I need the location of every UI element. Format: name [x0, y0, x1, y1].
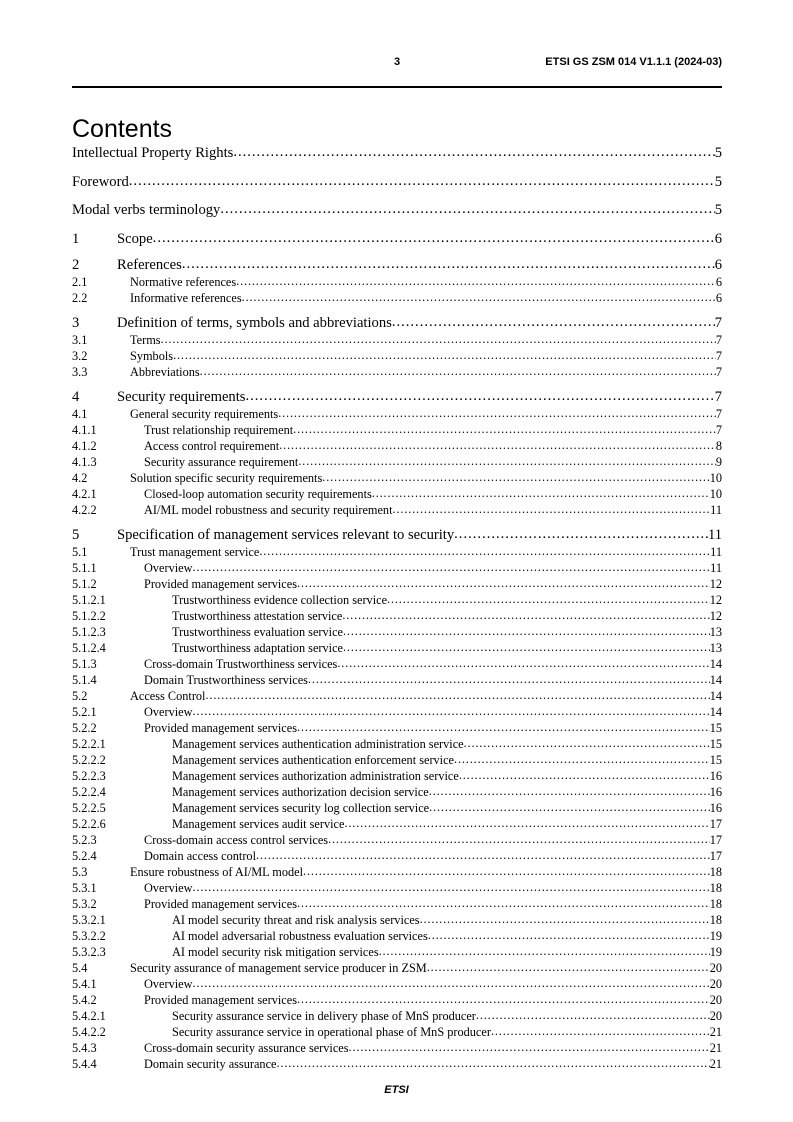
toc-entry-page: 17 [709, 816, 722, 831]
toc-entry-page: 10 [709, 486, 722, 501]
toc-entry-title: Management services authorization decision service [172, 784, 429, 799]
toc-entry[interactable] [72, 785, 722, 800]
toc-entry-page: 7 [715, 406, 722, 421]
toc-entry[interactable] [72, 1057, 722, 1072]
toc-entry-number: 5.1.2.2 [72, 608, 106, 623]
toc-leader-dots [328, 832, 710, 847]
toc-entry-page: 7 [715, 364, 722, 379]
toc-entry-page: 14 [709, 704, 722, 719]
toc-entry-title: Management services authentication enforcement service [172, 752, 455, 767]
toc-entry-title: Overview [144, 880, 193, 895]
toc-leader-dots [236, 274, 716, 289]
toc-leader-dots [491, 1024, 710, 1039]
toc-entry-number: 5.2.2.2 [72, 752, 106, 767]
toc-entry[interactable] [72, 291, 722, 306]
toc-entry-number: 5.3.2.3 [72, 944, 106, 959]
toc-entry-page: 18 [709, 864, 722, 879]
toc-leader-dots [454, 526, 708, 543]
toc-leader-dots [298, 454, 716, 469]
toc-entry[interactable] [72, 365, 722, 380]
toc-entry-page: 7 [715, 348, 722, 363]
toc-entry-page: 15 [709, 720, 722, 735]
header-page-number: 3 [394, 56, 401, 68]
header-divider [72, 86, 722, 88]
toc-entry[interactable] [72, 929, 722, 944]
toc-entry-page: 8 [715, 438, 722, 453]
toc-entry[interactable] [72, 174, 722, 191]
toc-leader-dots [220, 201, 714, 218]
toc-leader-dots [245, 388, 714, 405]
toc-entry-title: Symbols [130, 348, 174, 363]
toc-entry-page: 7 [715, 422, 722, 437]
toc-leader-dots [344, 816, 709, 831]
toc-entry-title: Trustworthiness attestation service [172, 608, 343, 623]
toc-entry-page: 6 [715, 274, 722, 289]
toc-entry-number: 5.3.1 [72, 880, 97, 895]
toc-entry-page: 5 [714, 202, 722, 218]
toc-entry-number: 5.2.1 [72, 704, 97, 719]
toc-entry-page: 6 [714, 256, 722, 273]
toc-leader-dots [420, 912, 710, 927]
toc-entry-number: 5.1.3 [72, 656, 97, 671]
toc-entry-number: 5.1 [72, 544, 88, 559]
toc-entry-title: References [117, 256, 182, 273]
toc-entry-title: Domain Trustworthiness services [144, 672, 308, 687]
toc-entry-page: 7 [714, 388, 722, 405]
toc-entry[interactable] [72, 275, 722, 290]
toc-entry-page: 13 [709, 624, 722, 639]
toc-entry[interactable] [72, 333, 722, 348]
toc-entry-page: 12 [709, 576, 722, 591]
table-of-contents [72, 145, 722, 1073]
toc-entry[interactable] [72, 913, 722, 928]
toc-leader-dots [277, 1056, 710, 1071]
toc-entry-number: 4.2.1 [72, 486, 97, 501]
toc-entry-page: 19 [709, 944, 722, 959]
toc-entry[interactable] [72, 389, 722, 406]
toc-entry-page: 5 [714, 173, 722, 190]
toc-entry[interactable] [72, 503, 722, 518]
toc-entry-page: 20 [709, 960, 722, 975]
toc-entry-title: Provided management services [144, 720, 297, 735]
toc-entry[interactable] [72, 865, 722, 880]
toc-entry-title: Cross-domain security assurance services [144, 1040, 349, 1055]
toc-entry[interactable] [72, 487, 722, 502]
toc-entry-number: 3 [72, 314, 80, 331]
toc-entry-title: AI/ML model robustness and security requirement [144, 502, 393, 517]
toc-entry-number: 4.1.3 [72, 454, 97, 469]
toc-leader-dots [337, 656, 709, 671]
toc-entry-page: 14 [709, 688, 722, 703]
toc-entry-page: 16 [709, 800, 722, 815]
toc-leader-dots [297, 720, 710, 735]
toc-entry[interactable] [72, 753, 722, 768]
toc-leader-dots [256, 848, 710, 863]
toc-leader-dots [379, 944, 710, 959]
toc-entry-title: General security requirements [130, 406, 279, 421]
toc-entry-number: 3.1 [72, 332, 88, 347]
toc-entry-page: 15 [709, 752, 722, 767]
toc-entry[interactable] [72, 1041, 722, 1056]
toc-entry[interactable] [72, 439, 722, 454]
toc-leader-dots [193, 976, 710, 991]
toc-entry[interactable] [72, 545, 722, 560]
toc-leader-dots [233, 144, 714, 161]
toc-entry-page: 13 [709, 640, 722, 655]
toc-leader-dots [428, 928, 710, 943]
toc-entry-title: Provided management services [144, 992, 297, 1007]
toc-entry[interactable] [72, 641, 722, 656]
toc-entry-page: 11 [710, 544, 722, 559]
toc-entry-number: 2 [72, 256, 80, 273]
toc-entry-number: 5.4.3 [72, 1040, 97, 1055]
toc-entry-title: Ensure robustness of AI/ML model [130, 864, 304, 879]
toc-entry-page: 16 [709, 768, 722, 783]
toc-entry-page: 20 [709, 976, 722, 991]
toc-entry[interactable] [72, 1025, 722, 1040]
toc-leader-dots [459, 768, 710, 783]
toc-entry-title: Overview [144, 704, 193, 719]
toc-entry-title: Management services audit service [172, 816, 345, 831]
toc-entry-page: 16 [709, 784, 722, 799]
toc-entry-number: 5.2.2.3 [72, 768, 106, 783]
toc-entry-number: 5.2.2 [72, 720, 97, 735]
toc-entry-page: 17 [709, 832, 722, 847]
toc-entry-page: 9 [715, 454, 722, 469]
toc-leader-dots [297, 576, 710, 591]
toc-entry-page: 5 [714, 145, 722, 161]
toc-entry-number: 3.2 [72, 348, 88, 363]
toc-entry[interactable] [72, 202, 722, 219]
toc-entry-number: 5.1.1 [72, 560, 97, 575]
toc-entry-number: 5.1.2 [72, 576, 97, 591]
toc-leader-dots [161, 332, 716, 347]
toc-entry-title: Management services authorization administration service [172, 768, 459, 783]
toc-entry-title: Modal verbs terminology [72, 202, 221, 218]
toc-entry-title: Trustworthiness evidence collection service [172, 592, 388, 607]
toc-entry[interactable] [72, 593, 722, 608]
toc-entry[interactable] [72, 657, 722, 672]
toc-leader-dots [476, 1008, 710, 1023]
toc-entry[interactable] [72, 897, 722, 912]
toc-entry-number: 4.2.2 [72, 502, 97, 517]
toc-entry-number: 5.4.2.2 [72, 1024, 106, 1039]
toc-leader-dots [349, 1040, 710, 1055]
toc-leader-dots [193, 880, 710, 895]
toc-entry[interactable] [72, 625, 722, 640]
toc-entry[interactable] [72, 849, 722, 864]
toc-entry-title: Trustworthiness adaptation service [172, 640, 343, 655]
toc-entry-title: Overview [144, 560, 193, 575]
toc-leader-dots [129, 173, 715, 190]
toc-leader-dots [454, 752, 710, 767]
toc-entry[interactable] [72, 407, 722, 422]
toc-entry[interactable] [72, 455, 722, 470]
toc-entry-title: Trustworthiness evaluation service [172, 624, 343, 639]
toc-entry-title: Provided management services [144, 576, 297, 591]
toc-entry-number: 5.1.2.3 [72, 624, 106, 639]
toc-leader-dots [429, 800, 710, 815]
toc-entry-title: Security assurance service in delivery phase of MnS producer [172, 1008, 476, 1023]
toc-entry-page: 12 [709, 608, 722, 623]
toc-entry-number: 5.1.2.1 [72, 592, 106, 607]
toc-entry-title: Security assurance of management service producer in ZSM [130, 960, 427, 975]
toc-entry[interactable] [72, 315, 722, 332]
toc-entry-title: Security requirements [117, 388, 246, 405]
toc-entry-number: 5.2.2.4 [72, 784, 106, 799]
toc-entry-title: Solution specific security requirements [130, 470, 323, 485]
toc-entry-title: Provided management services [144, 896, 297, 911]
toc-entry[interactable] [72, 737, 722, 752]
toc-entry-page: 21 [709, 1056, 722, 1071]
toc-entry-title: Trust management service [130, 544, 260, 559]
toc-entry[interactable] [72, 993, 722, 1008]
toc-leader-dots [205, 688, 709, 703]
toc-entry-page: 20 [709, 992, 722, 1007]
toc-entry-page: 11 [710, 560, 722, 575]
toc-entry-title: Management services authentication administration service [172, 736, 464, 751]
toc-entry-page: 17 [709, 848, 722, 863]
toc-entry-title: Cross-domain Trustworthiness services [144, 656, 338, 671]
toc-entry[interactable] [72, 705, 722, 720]
toc-entry-title: Specification of management services relevant to security [117, 526, 455, 543]
toc-leader-dots [392, 314, 715, 331]
toc-entry-number: 5.3 [72, 864, 88, 879]
toc-entry-number: 5.3.2.2 [72, 928, 106, 943]
toc-entry[interactable] [72, 689, 722, 704]
toc-leader-dots [259, 544, 710, 559]
toc-entry-number: 4.1.2 [72, 438, 97, 453]
toc-entry-number: 5 [72, 526, 80, 543]
toc-entry-page: 6 [715, 290, 722, 305]
toc-entry-number: 5.2.2.6 [72, 816, 106, 831]
toc-entry-number: 4.2 [72, 470, 88, 485]
toc-entry-title: Domain security assurance [144, 1056, 277, 1071]
toc-entry-number: 4 [72, 388, 80, 405]
toc-entry[interactable] [72, 721, 722, 736]
toc-leader-dots [464, 736, 710, 751]
toc-entry-title: Closed-loop automation security requirements [144, 486, 372, 501]
toc-entry-title: Security assurance service in operational phase of MnS producer [172, 1024, 491, 1039]
toc-leader-dots [372, 486, 710, 501]
toc-entry[interactable] [72, 801, 722, 816]
toc-leader-dots [193, 560, 711, 575]
toc-entry[interactable] [72, 561, 722, 576]
toc-leader-dots [303, 864, 710, 879]
toc-entry[interactable] [72, 1009, 722, 1024]
toc-entry-page: 12 [709, 592, 722, 607]
toc-leader-dots [193, 704, 710, 719]
toc-entry-page: 18 [709, 896, 722, 911]
toc-entry-number: 5.3.2 [72, 896, 97, 911]
toc-leader-dots [308, 672, 710, 687]
toc-leader-dots [297, 896, 710, 911]
toc-entry-title: Security assurance requirement [144, 454, 299, 469]
toc-entry-title: Informative references [130, 290, 242, 305]
toc-entry-page: 14 [709, 672, 722, 687]
toc-entry-title: AI model adversarial robustness evaluation services [172, 928, 428, 943]
toc-leader-dots [342, 608, 709, 623]
toc-entry-title: Domain access control [144, 848, 256, 863]
toc-leader-dots [393, 502, 711, 517]
header-document-id: ETSI GS ZSM 014 V1.1.1 (2024-03) [545, 56, 722, 68]
toc-entry[interactable] [72, 881, 722, 896]
toc-entry-number: 5.2.2.5 [72, 800, 106, 815]
toc-leader-dots [429, 784, 710, 799]
toc-entry-title: Access control requirement [144, 438, 280, 453]
toc-entry[interactable] [72, 977, 722, 992]
toc-entry-number: 3.3 [72, 364, 88, 379]
toc-leader-dots [322, 470, 709, 485]
toc-entry-page: 18 [709, 880, 722, 895]
toc-entry-page: 6 [714, 230, 722, 247]
toc-entry-page: 19 [709, 928, 722, 943]
toc-entry-page: 15 [709, 736, 722, 751]
toc-entry-number: 5.2 [72, 688, 88, 703]
toc-entry-page: 18 [709, 912, 722, 927]
toc-entry-title: AI model security threat and risk analysis services [172, 912, 420, 927]
page-title: Contents [72, 114, 173, 143]
toc-leader-dots [279, 438, 716, 453]
toc-entry-title: Intellectual Property Rights [72, 145, 234, 161]
toc-entry-number: 5.4 [72, 960, 88, 975]
toc-entry-title: Terms [130, 332, 161, 347]
toc-entry-title: Abbreviations [130, 364, 200, 379]
toc-entry-number: 5.1.4 [72, 672, 97, 687]
toc-leader-dots [278, 406, 716, 421]
toc-entry-page: 11 [707, 526, 722, 543]
toc-entry[interactable] [72, 577, 722, 592]
toc-entry[interactable] [72, 527, 722, 544]
toc-leader-dots [153, 230, 715, 247]
toc-entry-number: 5.4.4 [72, 1056, 97, 1071]
toc-entry-number: 5.4.1 [72, 976, 97, 991]
toc-entry-page: 20 [709, 1008, 722, 1023]
toc-entry-title: Cross-domain access control services [144, 832, 329, 847]
toc-leader-dots [297, 992, 710, 1007]
toc-entry-number: 5.2.3 [72, 832, 97, 847]
toc-entry-number: 2.2 [72, 290, 88, 305]
toc-entry-number: 2.1 [72, 274, 88, 289]
toc-entry-title: Overview [144, 976, 193, 991]
toc-leader-dots [182, 256, 715, 273]
toc-leader-dots [200, 364, 716, 379]
toc-entry-title: Definition of terms, symbols and abbreviations [117, 314, 392, 331]
toc-entry[interactable] [72, 673, 722, 688]
toc-entry-number: 5.3.2.1 [72, 912, 106, 927]
toc-entry-number: 5.2.4 [72, 848, 97, 863]
toc-leader-dots [343, 640, 710, 655]
toc-entry-page: 7 [714, 314, 722, 331]
toc-entry[interactable] [72, 349, 722, 364]
toc-entry-number: 4.1.1 [72, 422, 97, 437]
toc-entry[interactable] [72, 833, 722, 848]
toc-entry-number: 4.1 [72, 406, 88, 421]
toc-leader-dots [427, 960, 710, 975]
toc-entry-title: Normative references [130, 274, 237, 289]
toc-entry-page: 10 [709, 470, 722, 485]
toc-entry-page: 21 [709, 1024, 722, 1039]
toc-entry[interactable] [72, 423, 722, 438]
toc-entry-number: 5.4.2.1 [72, 1008, 106, 1023]
toc-entry-page: 11 [710, 502, 722, 517]
toc-entry[interactable] [72, 471, 722, 486]
toc-entry[interactable] [72, 145, 722, 162]
toc-entry-page: 21 [709, 1040, 722, 1055]
toc-leader-dots [387, 592, 710, 607]
toc-leader-dots [173, 348, 716, 363]
toc-entry-title: Management services security log collection service [172, 800, 430, 815]
toc-entry-page: 7 [715, 332, 722, 347]
toc-entry-number: 5.2.2.1 [72, 736, 106, 751]
toc-leader-dots [343, 624, 710, 639]
toc-entry-title: Access Control [130, 688, 206, 703]
toc-entry[interactable] [72, 961, 722, 976]
toc-entry-title: Scope [117, 230, 153, 247]
toc-entry-title: Trust relationship requirement [144, 422, 294, 437]
toc-entry[interactable] [72, 817, 722, 832]
toc-entry[interactable] [72, 945, 722, 960]
toc-entry-number: 1 [72, 230, 80, 247]
footer-label: ETSI [384, 1084, 409, 1096]
toc-entry-title: AI model security risk mitigation services [172, 944, 379, 959]
toc-entry[interactable] [72, 609, 722, 624]
toc-entry[interactable] [72, 769, 722, 784]
toc-entry-number: 5.4.2 [72, 992, 97, 1007]
toc-leader-dots [293, 422, 716, 437]
toc-leader-dots [242, 290, 716, 305]
toc-entry-page: 14 [709, 656, 722, 671]
toc-entry-number: 5.1.2.4 [72, 640, 106, 655]
toc-entry[interactable] [72, 231, 722, 248]
toc-entry[interactable] [72, 257, 722, 274]
toc-entry-title: Foreword [72, 173, 129, 190]
